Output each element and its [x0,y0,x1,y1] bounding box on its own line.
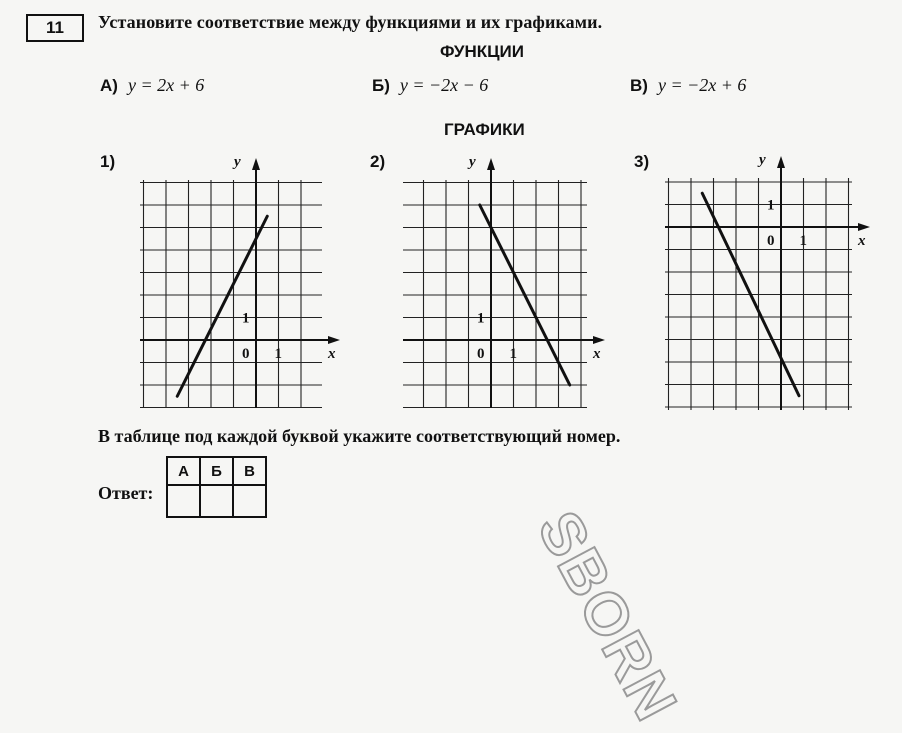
graph-1 [110,150,350,420]
x-axis-arrow [593,336,605,344]
origin-label: 0 [477,346,485,362]
graph-2-label: 2) [370,152,386,171]
x-axis-arrow [858,223,870,231]
function-b [372,75,488,96]
x-axis-arrow [328,336,340,344]
y-axis-arrow [777,156,785,168]
graphs-heading: ГРАФИКИ [444,120,525,139]
origin-label: 0 [242,346,250,362]
answer-header-b: Б [200,457,233,485]
watermark: SBORN [524,500,691,733]
function-c [630,75,746,96]
y-axis-label: y [759,152,766,168]
answer-table [166,456,267,518]
function-c-label: В) [630,76,648,95]
answer-label: Ответ: [98,483,154,503]
unit-x-label: 1 [274,346,282,362]
graph-3-label: 3) [634,152,650,171]
function-a-formula: y = 2x + 6 [127,75,205,95]
instruction-text: В таблице под каждой буквой укажите соответствующий номер. [98,426,621,446]
grid-lines [665,178,852,410]
x-axis-label: x [858,233,866,249]
function-b-formula: y = −2x − 6 [399,75,489,95]
unit-y-label: 1 [242,310,250,327]
y-axis-label: y [234,154,241,170]
graph-1-label: 1) [100,152,116,171]
y-axis-label: y [469,154,476,170]
function-b-label: Б) [372,76,390,95]
function-a [100,75,204,96]
function-c-formula: y = −2x + 6 [657,75,747,95]
y-axis-arrow [487,158,495,170]
unit-y-label: 1 [477,310,485,327]
task-number: 11 [26,14,84,42]
x-axis-label: x [328,346,336,362]
answer-header-a: А [167,457,200,485]
grid-lines [140,180,322,408]
unit-y-label: 1 [767,197,775,214]
grid-lines [403,180,587,408]
graph-2 [375,150,615,420]
functions-heading: ФУНКЦИИ [440,42,524,61]
unit-x-label: 1 [509,346,517,362]
answer-header-c: В [233,457,266,485]
graph-3 [640,150,880,420]
function-line [177,216,267,396]
origin-label: 0 [767,233,775,249]
answer-cell-c[interactable] [233,485,266,517]
answer-cell-a[interactable] [167,485,200,517]
y-axis-arrow [252,158,260,170]
x-axis-label: x [593,346,601,362]
function-a-label: А) [100,76,118,95]
answer-cell-b[interactable] [200,485,233,517]
unit-x-label: 1 [799,233,807,249]
task-question: Установите соответствие между функциями и их графиками. [98,12,603,32]
